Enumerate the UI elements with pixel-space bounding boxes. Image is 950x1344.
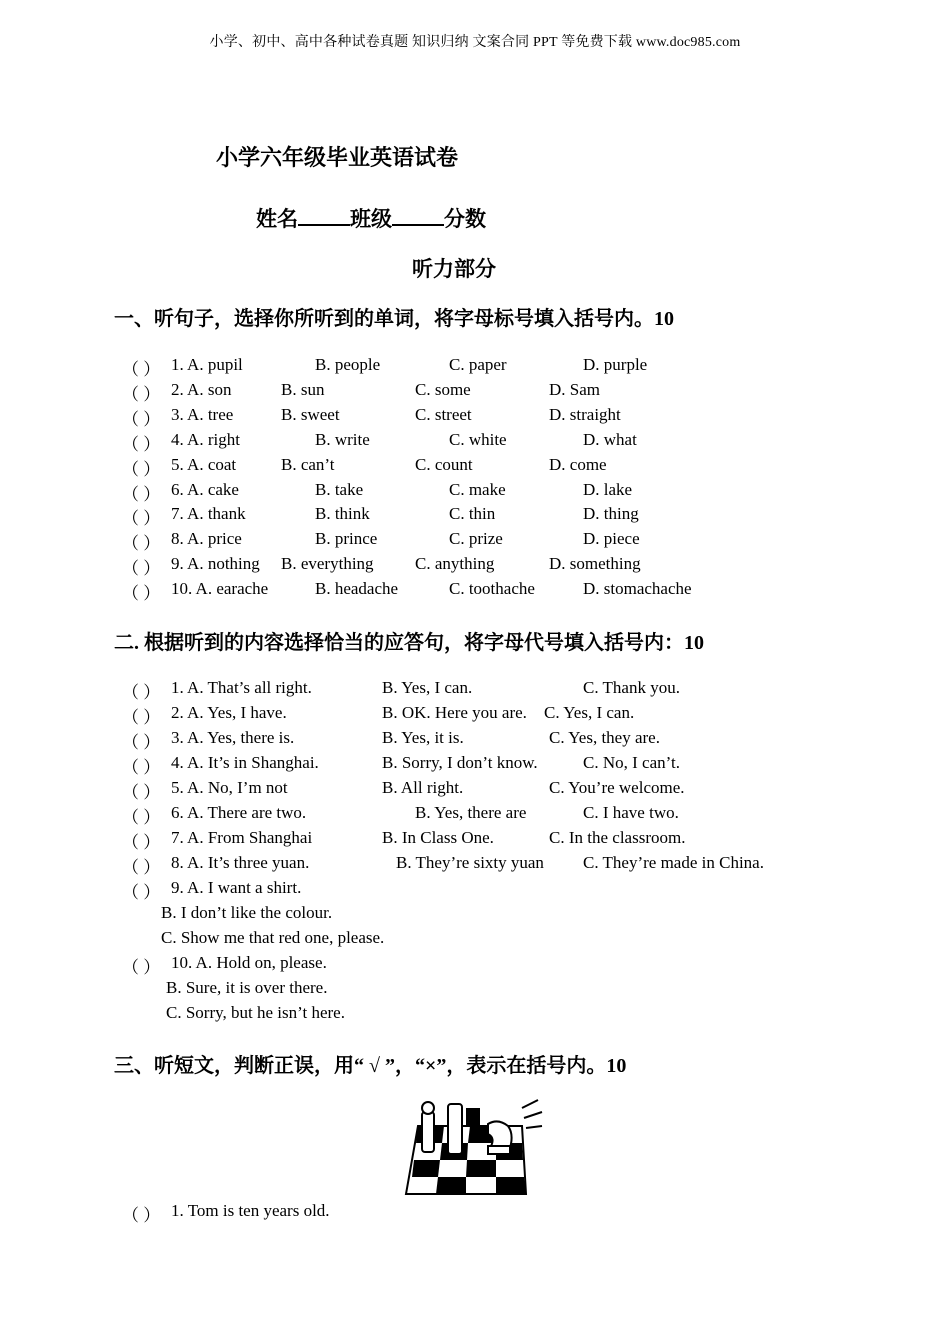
s1-option: 4. A. right xyxy=(171,429,240,449)
answer-paren: （ ） xyxy=(122,833,161,852)
s2-item10-c: C. Sorry, but he isn’t here. xyxy=(166,1003,345,1022)
section-2-heading: 二. 根据听到的内容选择恰当的应答句，将字母代号填入括号内：10 xyxy=(114,632,704,654)
s2-option: C. You’re welcome. xyxy=(549,778,685,797)
s1-option: C. some xyxy=(415,379,471,399)
answer-paren: （ ） xyxy=(122,434,161,454)
s1-option: D. something xyxy=(549,554,641,574)
s1-option: C. make xyxy=(449,479,506,499)
s1-option: 3. A. tree xyxy=(171,404,234,424)
s2-option: B. Yes, there are xyxy=(415,803,527,822)
s2-option: B. In Class One. xyxy=(382,828,494,847)
answer-paren: （ ） xyxy=(122,783,161,802)
s1-option: B. sweet xyxy=(281,404,340,424)
answer-paren: （ ） xyxy=(122,584,161,604)
s2-option: C. Thank you. xyxy=(583,678,680,697)
answer-paren: （ ） xyxy=(122,708,161,727)
s1-option: C. prize xyxy=(449,529,503,549)
s1-option: B. everything xyxy=(281,554,374,574)
answer-paren: （ ） xyxy=(122,733,161,752)
s1-option: C. white xyxy=(449,429,507,449)
answer-paren: （ ） xyxy=(122,459,161,479)
answer-paren: （ ） xyxy=(122,808,161,827)
answer-paren: （ ） xyxy=(122,858,161,877)
answer-paren: （ ） xyxy=(122,509,161,529)
s1-option: B. can’t xyxy=(281,454,335,474)
s1-option: D. come xyxy=(549,454,607,474)
s1-option: D. lake xyxy=(583,479,633,499)
class-blank xyxy=(392,206,444,226)
answer-paren: （ ） xyxy=(122,758,161,777)
s1-option: 10. A. earache xyxy=(171,579,269,599)
s2-option: 5. A. No, I’m not xyxy=(171,778,288,797)
section-1-heading: 一、听句子，选择你所听到的单词，将字母标号填入括号内。10 xyxy=(114,308,674,330)
chess-illustration xyxy=(404,1096,544,1196)
name-blank xyxy=(298,206,350,226)
s1-option: C. paper xyxy=(449,355,507,374)
s2-option: B. All right. xyxy=(382,778,464,797)
s2-option: 6. A. There are two. xyxy=(171,803,307,822)
s1-option: D. purple xyxy=(583,355,648,374)
s2-option: 2. A. Yes, I have. xyxy=(171,703,287,722)
answer-paren: （ ） xyxy=(122,683,161,702)
s1-option: C. toothache xyxy=(449,579,535,599)
s1-option: 5. A. coat xyxy=(171,454,237,474)
s1-option: D. straight xyxy=(549,404,621,424)
name-class-score-row xyxy=(256,203,486,233)
s2-item9-a: 9. A. I want a shirt. xyxy=(171,878,302,897)
answer-paren: （ ） xyxy=(122,1206,161,1225)
s1-option: D. piece xyxy=(583,529,640,549)
s2-option: C. They’re made in China. xyxy=(583,853,764,872)
answer-paren: （ ） xyxy=(122,883,161,902)
s2-option: B. OK. Here you are. xyxy=(382,703,527,722)
s1-option: B. prince xyxy=(315,529,378,549)
section-3-heading: 三、听短文，判断正误，用“ √ ”，“×”，表示在括号内。10 xyxy=(114,1055,627,1077)
s1-option: 6. A. cake xyxy=(171,479,239,499)
s2-option: B. They’re sixty yuan xyxy=(396,853,544,872)
s2-item10-a: 10. A. Hold on, please. xyxy=(171,953,327,972)
answer-paren: （ ） xyxy=(122,409,161,429)
s1-option: 8. A. price xyxy=(171,529,242,549)
s2-option: 1. A. That’s all right. xyxy=(171,678,312,697)
s1-option: 7. A. thank xyxy=(171,504,246,524)
s1-option: 1. A. pupil xyxy=(171,355,243,374)
s1-option: B. take xyxy=(315,479,364,499)
s1-option: B. sun xyxy=(281,379,325,399)
s1-option: B. write xyxy=(315,429,370,449)
answer-paren: （ ） xyxy=(122,360,161,379)
s1-option: D. Sam xyxy=(549,379,600,399)
s1-option: 2. A. son xyxy=(171,379,232,399)
s2-option: 3. A. Yes, there is. xyxy=(171,728,295,747)
s1-option: C. anything xyxy=(415,554,495,574)
s3-statement: 1. Tom is ten years old. xyxy=(171,1201,330,1220)
s1-option: B. think xyxy=(315,504,370,524)
exam-title: 小学六年级毕业英语试卷 xyxy=(216,145,459,170)
score-label: 分数 xyxy=(444,207,486,231)
s1-option: C. count xyxy=(415,454,473,474)
page-header: 小学、初中、高中各种试卷真题 知识归纳 文案合同 PPT 等免费下载 www.doc985.com xyxy=(209,35,741,50)
answer-paren: （ ） xyxy=(122,384,161,404)
s2-option: B. Sorry, I don’t know. xyxy=(382,753,538,772)
answer-paren: （ ） xyxy=(122,534,161,554)
name-label: 姓名 xyxy=(256,207,298,231)
s2-option: C. I have two. xyxy=(583,803,679,822)
s2-item10-b: B. Sure, it is over there. xyxy=(166,978,328,997)
answer-paren: （ ） xyxy=(122,958,161,977)
s2-option: C. In the classroom. xyxy=(549,828,686,847)
s1-option: 9. A. nothing xyxy=(171,554,260,574)
answer-paren: （ ） xyxy=(122,484,161,504)
s2-option: B. Yes, I can. xyxy=(382,678,473,697)
s2-option: C. Yes, they are. xyxy=(549,728,660,747)
s2-item9-c: C. Show me that red one, please. xyxy=(161,928,385,947)
s1-option: D. what xyxy=(583,429,637,449)
s1-option: C. thin xyxy=(449,504,496,524)
s2-option: B. Yes, it is. xyxy=(382,728,464,747)
s2-option: 7. A. From Shanghai xyxy=(171,828,313,847)
s2-option: C. Yes, I can. xyxy=(544,703,635,722)
listening-heading: 听力部分 xyxy=(412,257,496,281)
answer-paren: （ ） xyxy=(122,559,161,579)
s2-item9-b: B. I don’t like the colour. xyxy=(161,903,333,922)
s1-option: D. thing xyxy=(583,504,639,524)
s2-option: 8. A. It’s three yuan. xyxy=(171,853,310,872)
s1-option: B. people xyxy=(315,355,381,374)
s2-option: 4. A. It’s in Shanghai. xyxy=(171,753,319,772)
class-label: 班级 xyxy=(350,207,392,231)
s1-option: B. headache xyxy=(315,579,399,599)
s1-option: D. stomachache xyxy=(583,579,692,599)
s1-option: C. street xyxy=(415,404,472,424)
s2-option: C. No, I can’t. xyxy=(583,753,680,772)
